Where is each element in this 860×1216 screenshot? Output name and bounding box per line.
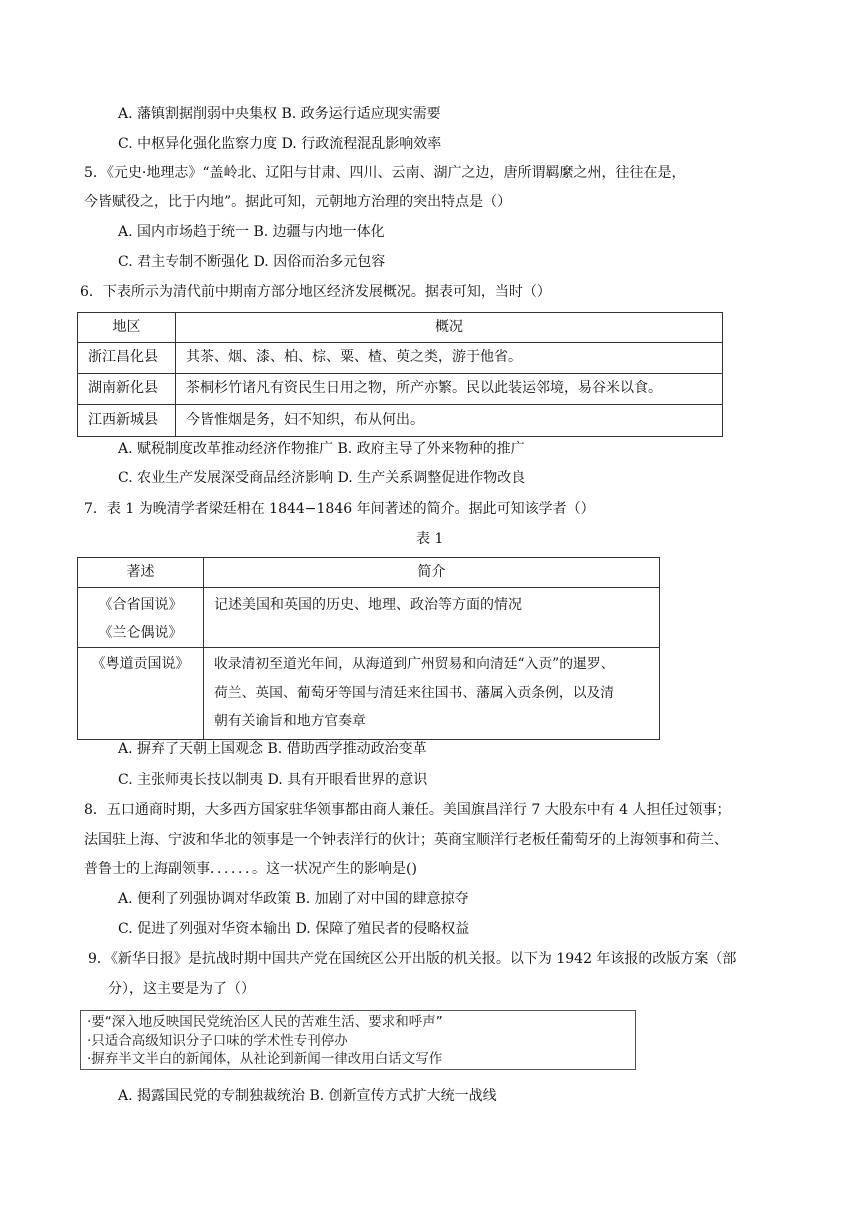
q5-options-ab: A. 国内市场趋于统一 B. 边疆与内地一体化 — [118, 224, 385, 240]
q9-options-ab: A. 揭露国民党的专制独裁统治 B. 创新宣传方式扩大统一战线 — [118, 1088, 497, 1104]
q7-stem: 7．表 1 为晚清学者梁廷枏在 1844−1846 年间著述的简介。据此可知该学者（） — [84, 501, 595, 517]
desc-line: 荷兰、英国、葡萄牙等国与清廷来往国书、藩属入贡条例，以及清 — [214, 684, 615, 701]
q9-reform-plan-box — [80, 1010, 636, 1070]
work-title: 《合省国说》 — [98, 597, 183, 613]
q6-table — [77, 312, 723, 437]
q9-stem-line2: 分），这主要是为了（） — [108, 981, 255, 997]
table-row — [78, 648, 660, 740]
q8-options-ab: A. 便利了列强协调对华政策 B. 加剧了对中国的肆意掠夺 — [118, 891, 469, 907]
table-cell: 湖南新化县 — [78, 374, 176, 405]
q7-table-title: 表 1 — [416, 531, 444, 547]
table-header-cell: 著述 — [78, 558, 204, 588]
q5-stem-line1: 5．《元史·地理志》“盖岭北、辽阳与甘肃、四川、云南、湖广之边，唐所谓羁縻之州，往往在是， — [84, 165, 686, 181]
desc-line: 收录清初至道光年间，从海道到广州贸易和向清廷“入贡”的暹罗、 — [214, 656, 615, 672]
table-cell: 茶桐杉竹诸凡有资民生日用之物，所产亦繁。民以此装运邻境，易谷米以食。 — [176, 374, 723, 405]
table-row — [78, 405, 723, 437]
box-line: ·摒弃半文半白的新闻体，从社论到新闻一律改用白话文写作 — [87, 1051, 443, 1067]
table-row — [78, 588, 660, 648]
desc-line: 朝有关谕旨和地方官奏章 — [214, 713, 366, 729]
table-header-cell: 概况 — [176, 313, 723, 343]
q8-stem-line2: 法国驻上海、宁波和华北的领事是一个钟表洋行的伙计；英商宝顺洋行老板任葡萄牙的上海领事和荷兰、 — [84, 832, 728, 848]
table-cell: 今皆惟烟是务，妇不知织，布从何出。 — [176, 405, 723, 437]
table-row — [78, 343, 723, 374]
q7-options-cd: C. 主张师夷长技以制夷 D. 具有开眼看世界的意识 — [118, 772, 428, 788]
q7-table — [77, 557, 660, 740]
table-cell: 记述美国和英国的历史、地理、政治等方面的情况 — [204, 588, 660, 648]
table-cell — [204, 648, 660, 740]
q5-options-cd: C. 君主专制不断强化 D. 因俗而治多元包容 — [118, 254, 386, 270]
q4-options-cd: C. 中枢异化强化监察力度 D. 行政流程混乱影响效率 — [118, 136, 442, 152]
q5-stem-line2: 今皆赋役之，比于内地”。据此可知，元朝地方治理的突出特点是（） — [84, 194, 512, 210]
table-row — [78, 374, 723, 405]
table-cell: 江西新城县 — [78, 405, 176, 437]
table-cell: 《粤道贡国说》 — [78, 648, 204, 740]
q8-options-cd: C. 促进了列强对华资本输出 D. 保障了殖民者的侵略权益 — [118, 921, 470, 937]
table-cell: 其茶、烟、漆、柏、棕、粟、楂、萸之类，游于他省。 — [176, 343, 723, 374]
work-title: 《兰仑偶说》 — [98, 625, 183, 641]
table-cell: 浙江昌化县 — [78, 343, 176, 374]
box-line: ·只适合高级知识分子口味的学术性专刊停办 — [87, 1032, 348, 1049]
q6-table-header — [78, 313, 723, 343]
q7-table-header — [78, 558, 660, 588]
q6-options-ab: A. 赋税制度改革推动经济作物推广 B. 政府主导了外来物种的推广 — [118, 441, 525, 457]
q6-options-cd: C. 农业生产发展深受商品经济影响 D. 生产关系调整促进作物改良 — [118, 470, 526, 486]
box-line: ·要“深入地反映国民党统治区人民的苦难生活、要求和呼声” — [87, 1014, 443, 1030]
table-header-cell: 地区 — [78, 313, 176, 343]
q6-stem: 6．下表所示为清代前中期南方部分地区经济发展概况。据表可知，当时（） — [80, 284, 551, 300]
q8-stem-line1: 8．五口通商时期，大多西方国家驻华领事都由商人兼任。美国旗昌洋行 7 大股东中有 4 人担任过领事； — [84, 802, 731, 818]
q8-stem-line3: 普鲁士的上海副领事．．．．．．。这一状况产生的影响是() — [84, 861, 417, 877]
q4-options-ab: A. 藩镇割据削弱中央集权 B. 政务运行适应现实需要 — [118, 106, 441, 122]
table-header-cell: 简介 — [204, 558, 660, 588]
q9-stem-line1: 9．《新华日报》是抗战时期中国共产党在国统区公开出版的机关报。以下为 1942 年该报的改版方案（部 — [88, 951, 737, 967]
q7-options-ab: A. 摒弃了天朝上国观念 B. 借助西学推动政治变革 — [118, 741, 427, 757]
table-cell — [78, 588, 204, 648]
